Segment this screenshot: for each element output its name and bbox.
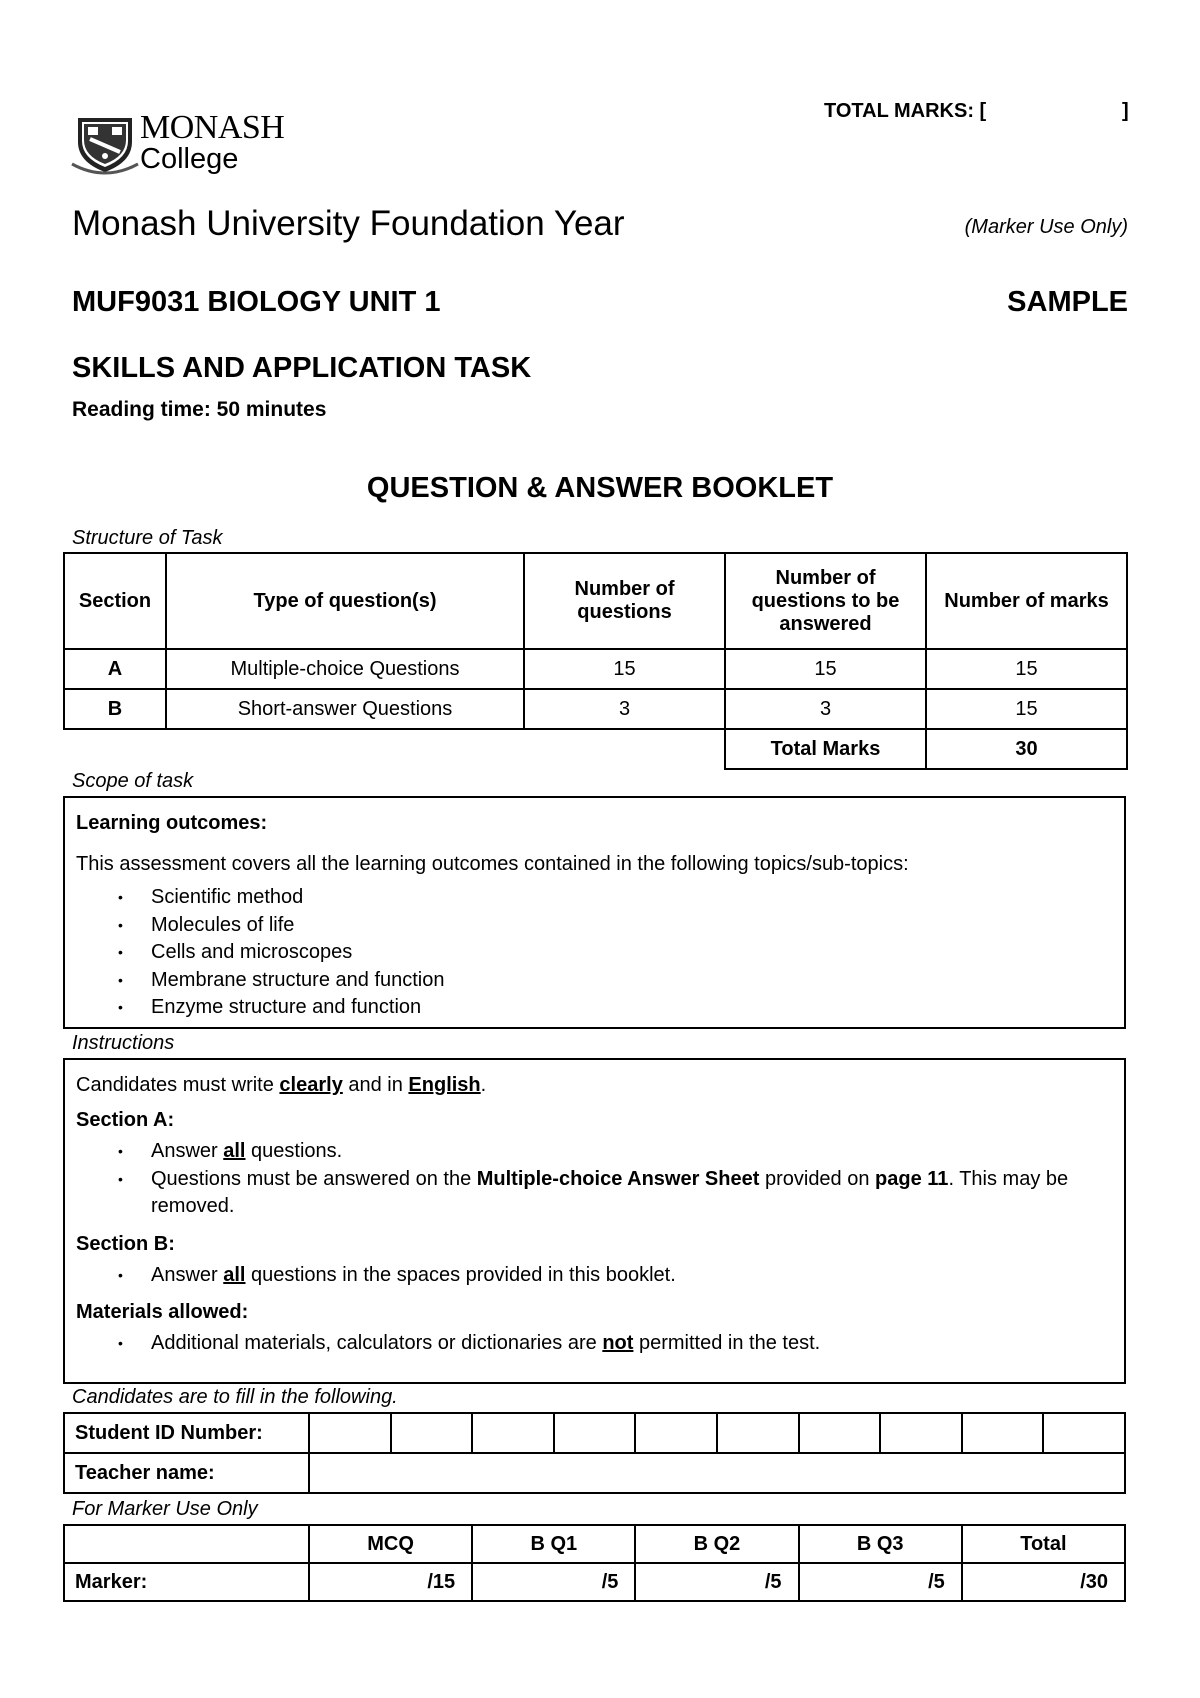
marker-caption: For Marker Use Only <box>72 1498 258 1520</box>
student-id-digit-box[interactable] <box>554 1413 636 1453</box>
total-score-cell[interactable]: /30 <box>962 1563 1125 1601</box>
marker-header-row <box>64 1525 1125 1563</box>
marker-row <box>64 1563 1125 1601</box>
scope-box <box>63 796 1126 1029</box>
section-cell: B <box>64 689 166 729</box>
teacher-row <box>64 1453 1125 1493</box>
col-header-type: Type of question(s) <box>166 553 524 649</box>
reading-time: Reading time: 50 minutes <box>72 398 327 421</box>
course-title: MUF9031 BIOLOGY UNIT 1 <box>72 286 441 318</box>
total-row <box>64 729 1127 769</box>
topics-list <box>76 884 1114 1022</box>
col-header-section: Section <box>64 553 166 649</box>
instructions-line1: Candidates must write clearly and in English. <box>76 1074 487 1096</box>
list-item: • Membrane structure and function <box>76 967 1114 995</box>
num-questions-cell: 15 <box>524 649 725 689</box>
crest-icon <box>70 112 140 176</box>
student-id-digit-box[interactable] <box>880 1413 962 1453</box>
student-id-digit-box[interactable] <box>799 1413 881 1453</box>
student-id-digit-box[interactable] <box>472 1413 554 1453</box>
list-item: • Questions must be answered on the Multiple-choice Answer Sheet provided on page 11. This may be removed. <box>76 1166 1114 1221</box>
scope-intro: This assessment covers all the learning outcomes contained in the following topics/sub-topics: <box>76 853 909 875</box>
bq3-score-cell[interactable]: /5 <box>799 1563 962 1601</box>
task-title: SKILLS AND APPLICATION TASK <box>72 352 532 384</box>
student-id-digit-box[interactable] <box>962 1413 1044 1453</box>
list-item: • Scientific method <box>76 884 1114 912</box>
student-id-label: Student ID Number: <box>64 1413 309 1453</box>
col-header-bq2: B Q2 <box>635 1525 798 1563</box>
learning-outcomes-heading: Learning outcomes: <box>76 812 268 834</box>
marker-label: Marker: <box>64 1563 309 1601</box>
section-a-heading: Section A: <box>76 1109 175 1131</box>
student-id-digit-box[interactable] <box>391 1413 473 1453</box>
structure-caption: Structure of Task <box>72 527 223 549</box>
num-answered-cell: 3 <box>725 689 926 729</box>
num-answered-cell: 15 <box>725 649 926 689</box>
list-item: • Additional materials, calculators or dictionaries are not permitted in the test. <box>76 1330 1114 1358</box>
instructions-caption: Instructions <box>72 1032 175 1054</box>
list-item: • Answer all questions in the spaces provided in this booklet. <box>76 1262 1114 1290</box>
materials-list <box>76 1330 1114 1358</box>
materials-heading: Materials allowed: <box>76 1301 249 1323</box>
sample-label: SAMPLE <box>1007 286 1128 318</box>
student-id-row <box>64 1413 1125 1453</box>
total-marks-close: ] <box>1122 100 1129 122</box>
booklet-title: QUESTION & ANSWER BOOKLET <box>366 472 834 504</box>
marker-use-only-note: (Marker Use Only) <box>964 216 1128 238</box>
col-header-num-questions: Number of questions <box>524 553 725 649</box>
total-marks-label: TOTAL MARKS: [ <box>824 100 987 122</box>
col-header-num-answered: Number of questions to be answered <box>725 553 926 649</box>
section-a-list <box>76 1138 1114 1221</box>
col-header-total: Total <box>962 1525 1125 1563</box>
bq1-score-cell[interactable]: /5 <box>472 1563 635 1601</box>
list-item: • Molecules of life <box>76 912 1114 940</box>
emphasis-clearly: clearly <box>279 1074 343 1096</box>
logo-text-college: College <box>140 143 239 175</box>
marks-cell: 15 <box>926 649 1127 689</box>
student-id-digit-box[interactable] <box>1043 1413 1125 1453</box>
total-marks-label-cell: Total Marks <box>725 729 926 769</box>
marks-cell: 15 <box>926 689 1127 729</box>
list-item: • Enzyme structure and function <box>76 994 1114 1022</box>
table-row <box>64 689 1127 729</box>
monash-college-logo <box>70 109 320 176</box>
section-cell: A <box>64 649 166 689</box>
empty-cell <box>64 1525 309 1563</box>
candidate-caption: Candidates are to fill in the following. <box>72 1386 398 1408</box>
col-header-mcq: MCQ <box>309 1525 472 1563</box>
col-header-bq3: B Q3 <box>799 1525 962 1563</box>
teacher-label: Teacher name: <box>64 1453 309 1493</box>
type-cell: Short-answer Questions <box>166 689 524 729</box>
list-item: • Answer all questions. <box>76 1138 1114 1166</box>
university-title: Monash University Foundation Year <box>72 204 625 243</box>
scope-caption: Scope of task <box>72 770 194 792</box>
mcq-score-cell[interactable]: /15 <box>309 1563 472 1601</box>
structure-table <box>63 552 1128 770</box>
total-marks-field <box>824 100 1129 123</box>
instructions-box <box>63 1058 1126 1384</box>
table-row <box>64 649 1127 689</box>
student-id-digit-box[interactable] <box>635 1413 717 1453</box>
num-questions-cell: 3 <box>524 689 725 729</box>
marker-table <box>63 1524 1126 1602</box>
emphasis-english: English <box>408 1074 481 1096</box>
candidate-table <box>63 1412 1126 1494</box>
bq2-score-cell[interactable]: /5 <box>635 1563 798 1601</box>
col-header-bq1: B Q1 <box>472 1525 635 1563</box>
teacher-name-field[interactable] <box>309 1453 1125 1493</box>
list-item: • Cells and microscopes <box>76 939 1114 967</box>
logo-text-monash: MONASH <box>140 109 285 146</box>
type-cell: Multiple-choice Questions <box>166 649 524 689</box>
student-id-digit-box[interactable] <box>717 1413 799 1453</box>
student-id-digit-box[interactable] <box>309 1413 391 1453</box>
section-b-heading: Section B: <box>76 1232 175 1255</box>
col-header-marks: Number of marks <box>926 553 1127 649</box>
structure-header-row <box>64 553 1127 649</box>
total-marks-value-cell: 30 <box>926 729 1127 769</box>
section-b-list <box>76 1262 1114 1290</box>
